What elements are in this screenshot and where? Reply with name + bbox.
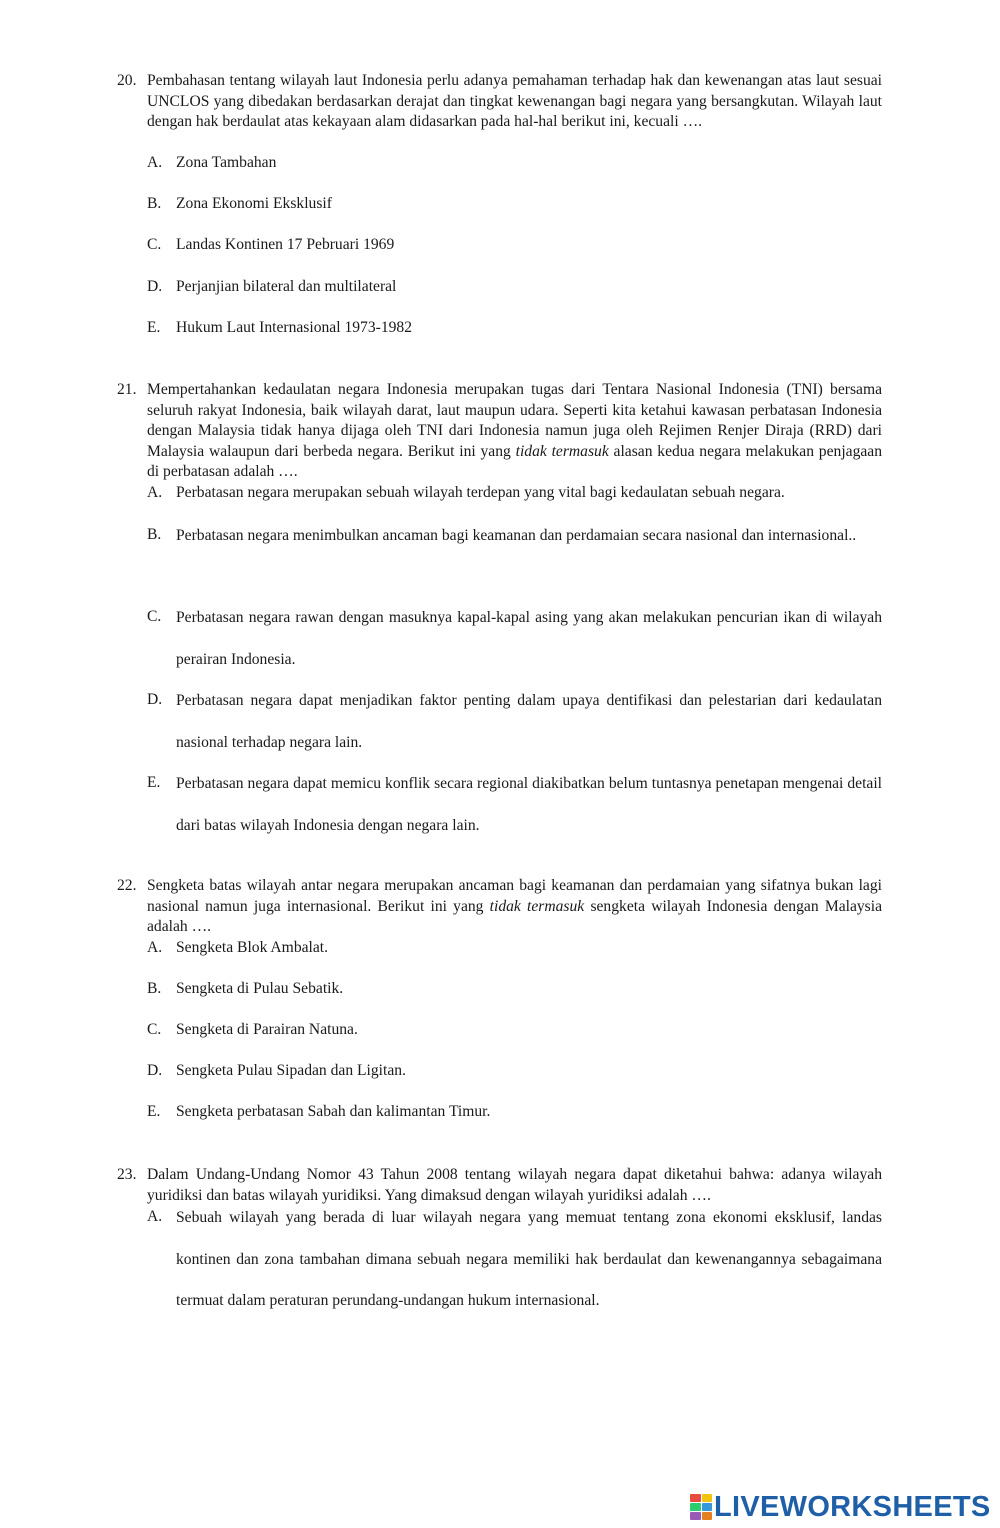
option-20-b [147, 194, 882, 215]
option-22-c [147, 1020, 882, 1041]
option-letter: C. [147, 236, 162, 253]
option-22-e [147, 1102, 882, 1123]
logo-square [690, 1503, 701, 1511]
question-stem [147, 380, 882, 483]
option-letter: D. [147, 278, 163, 295]
option-letter: D. [147, 691, 163, 708]
stem-text: alasan kedua negara melakukan penjagaan di perbatasan adalah …. [147, 442, 883, 481]
stem-emphasis: tidak termasuk [515, 442, 609, 460]
stem-emphasis: tidak termasuk [489, 897, 585, 915]
option-letter: C. [147, 1021, 162, 1038]
option-text: Perbatasan negara dapat menjadikan faktor penting dalam upaya dentifikasi dan pelestarian dari kedaulatan nasional terhadap negara lain. [176, 692, 882, 751]
question-number: 21. [117, 381, 137, 398]
option-21-c [147, 607, 882, 680]
option-text: Hukum Laut Internasional 1973-1982 [176, 319, 413, 336]
option-22-d [147, 1061, 882, 1082]
option-20-e [147, 318, 882, 339]
question-stem [147, 876, 882, 938]
option-letter: A. [147, 154, 163, 171]
option-text: Perbatasan negara merupakan sebuah wilayah terdepan yang vital bagi kedaulatan sebuah negara. [176, 484, 785, 501]
logo-square [702, 1503, 713, 1511]
question-22 [117, 876, 882, 938]
logo-square [690, 1512, 701, 1520]
option-21-e [147, 773, 882, 846]
option-text: Sengketa di Pulau Sebatik. [176, 980, 344, 997]
question-number: 22. [117, 877, 137, 894]
option-21-a [147, 483, 882, 504]
option-text: Sebuah wilayah yang berada di luar wilayah negara yang memuat tentang zona ekonomi eksklusif, landas kontinen dan zona tambahan dimana sebuah negara memiliki hak berdaulat dan kewenangannya sebagaimana termuat dalam peraturan perundang-undangan hukum internasional. [176, 1209, 882, 1309]
option-21-b [147, 525, 882, 557]
stem-text: sengketa wilayah Indonesia dengan Malaysia adalah …. [147, 897, 882, 936]
option-text: Landas Kontinen 17 Pebruari 1969 [176, 236, 395, 253]
option-letter: A. [147, 939, 163, 956]
option-21-d [147, 690, 882, 763]
question-20 [117, 71, 882, 133]
option-text: Zona Tambahan [176, 154, 277, 171]
option-22-a [147, 938, 882, 959]
logo-icon [690, 1494, 712, 1520]
option-letter: E. [147, 1103, 161, 1120]
option-letter: B. [147, 195, 162, 212]
stem-text: Mempertahankan kedaulatan negara Indonesia merupakan tugas dari Tentara Nasional Indonesia (TNI) bersama seluruh rakyat Indonesia, baik wilayah darat, laut maupun udara. Seperti kita ketahui kawasan perbatasan Indonesia dengan Malaysia tidak hanya dijaga oleh TNI dari Indonesia namun juga oleh Rejimen Renjer Diraja (RRD) dari Malaysia walaupun dari berbeda negara. Berikut ini yang [147, 381, 882, 460]
option-text: Sengketa di Parairan Natuna. [176, 1021, 358, 1038]
option-text: Sengketa Pulau Sipadan dan Ligitan. [176, 1062, 406, 1079]
option-22-b [147, 979, 882, 1000]
option-20-a [147, 153, 882, 174]
logo-square [690, 1494, 701, 1502]
option-letter: B. [147, 980, 162, 997]
liveworksheets-logo[interactable] [690, 1490, 991, 1524]
option-letter: C. [147, 608, 162, 625]
option-20-c [147, 235, 882, 256]
option-text: Sengketa Blok Ambalat. [176, 939, 329, 956]
option-text: Perbatasan negara rawan dengan masuknya kapal-kapal asing yang akan melakukan pencurian ikan di wilayah perairan Indonesia. [176, 609, 882, 668]
option-text: Sengketa perbatasan Sabah dan kalimantan Timur. [176, 1103, 491, 1120]
logo-square [702, 1494, 713, 1502]
option-text: Perbatasan negara menimbulkan ancaman bagi keamanan dan perdamaian secara nasional dan internasional.. [176, 527, 857, 544]
option-letter: B. [147, 526, 162, 543]
option-letter: E. [147, 319, 161, 336]
option-text: Zona Ekonomi Eksklusif [176, 195, 332, 212]
option-letter: D. [147, 1062, 163, 1079]
option-letter: A. [147, 1208, 163, 1225]
option-23-a [147, 1207, 882, 1322]
question-stem: Dalam Undang-Undang Nomor 43 Tahun 2008 tentang wilayah negara dapat diketahui bahwa: adanya wilayah yuridiksi dan batas wilayah yuridiksi. Yang dimaksud dengan wilayah yuridiksi adalah …. [147, 1166, 882, 1204]
question-number: 23. [117, 1166, 137, 1183]
question-number: 20. [117, 72, 137, 89]
option-text: Perjanjian bilateral dan multilateral [176, 278, 397, 295]
logo-square [702, 1512, 713, 1520]
option-text: Perbatasan negara dapat memicu konflik secara regional diakibatkan belum tuntasnya penetapan mengenai detail dari batas wilayah Indonesia dengan negara lain. [176, 775, 882, 834]
option-20-d [147, 277, 882, 298]
logo-text: LIVEWORKSHEETS [714, 1490, 991, 1523]
stem-text: Sengketa batas wilayah antar negara merupakan ancaman bagi keamanan dan perdamaian yang sifatnya bukan lagi nasional namun juga internasional. Berikut ini yang [147, 877, 882, 915]
question-21 [117, 380, 882, 483]
option-letter: E. [147, 774, 161, 791]
question-stem: Pembahasan tentang wilayah laut Indonesia perlu adanya pemahaman terhadap hak dan kewenangan atas laut sesuai UNCLOS yang dibedakan berdasarkan derajat dan tingkat kewenangan bagi negara yang bersangkutan. Wilayah laut dengan hak berdaulat atas kekayaan alam didasarkan pada hal-hal berikut ini, kecuali …. [147, 72, 882, 131]
option-letter: A. [147, 484, 163, 501]
